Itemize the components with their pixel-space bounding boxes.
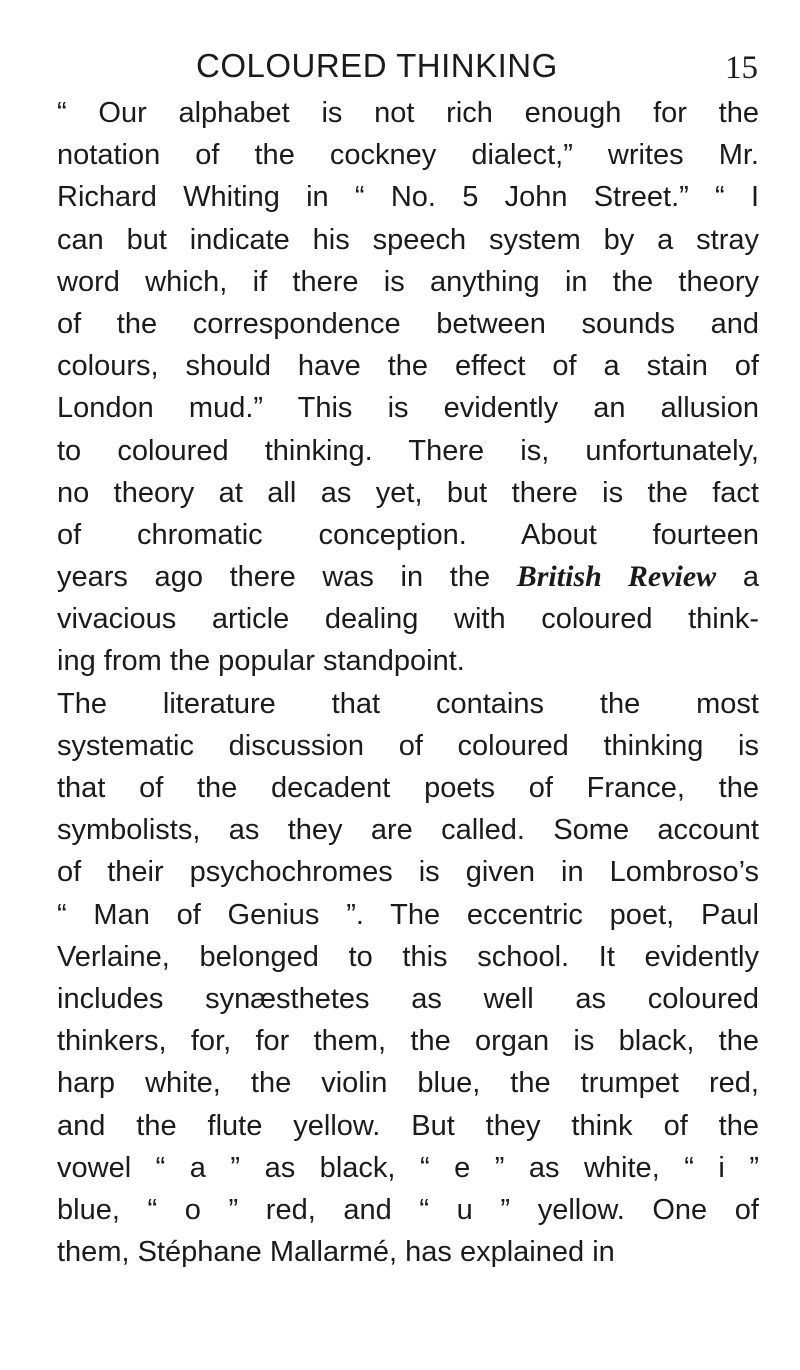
text-line: London mud.” This is evidently an allusion: [57, 392, 759, 425]
running-head: [196, 46, 758, 86]
text-line: “ Our alphabet is not rich enough for the: [57, 97, 759, 129]
running-title: COLOURED THINKING: [196, 47, 558, 84]
text-line: harp white, the violin blue, the trumpet red,: [57, 1067, 759, 1100]
text-line: of the correspondence between sounds and: [57, 307, 759, 340]
text-line: ing from the popular standpoint.: [57, 645, 465, 678]
page-number: 15: [725, 50, 758, 86]
text-line: Richard Whiting in “ No. 5 John Street.” “ I: [57, 181, 759, 214]
text-line: includes synæsthetes as well as coloured: [57, 982, 759, 1015]
text-segment: years ago there was in the: [57, 561, 491, 594]
text-line: vivacious article dealing with coloured think-: [57, 603, 759, 636]
text-line: “ Man of Genius ”. The eccentric poet, Paul: [57, 898, 759, 931]
text-line: to coloured thinking. There is, unfortunately,: [57, 434, 759, 467]
body-text: [57, 92, 759, 1273]
text-line: and the flute yellow. But they think of the: [57, 1109, 759, 1142]
italic-title: British Review: [516, 560, 717, 594]
text-line: can but indicate his speech system by a stray: [57, 223, 759, 256]
text-line: vowel “ a ” as black, “ e ” as white, “ i ”: [57, 1151, 759, 1184]
paragraph-start-line: The literature that contains the most: [57, 687, 759, 720]
text-line: of their psychochromes is given in Lombroso’s: [57, 856, 759, 889]
text-line: of chromatic conception. About fourteen: [57, 518, 759, 551]
text-line: blue, “ o ” red, and “ u ” yellow. One of: [57, 1193, 759, 1226]
text-line-with-title: [57, 556, 759, 598]
text-line: word which, if there is anything in the theory: [57, 265, 759, 298]
text-line: symbolists, as they are called. Some account: [57, 814, 759, 847]
text-line: no theory at all as yet, but there is the fact: [57, 476, 759, 509]
text-line: notation of the cockney dialect,” writes Mr.: [57, 139, 759, 172]
text-segment: a: [742, 561, 759, 594]
text-line: systematic discussion of coloured thinking is: [57, 729, 759, 762]
text-line: colours, should have the effect of a stain of: [57, 350, 759, 383]
text-line: them, Stéphane Mallarmé, has explained in: [57, 1236, 615, 1269]
text-line: Verlaine, belonged to this school. It evidently: [57, 940, 759, 973]
text-line: that of the decadent poets of France, the: [57, 772, 759, 804]
text-line: thinkers, for, for them, the organ is black, the: [57, 1025, 759, 1058]
